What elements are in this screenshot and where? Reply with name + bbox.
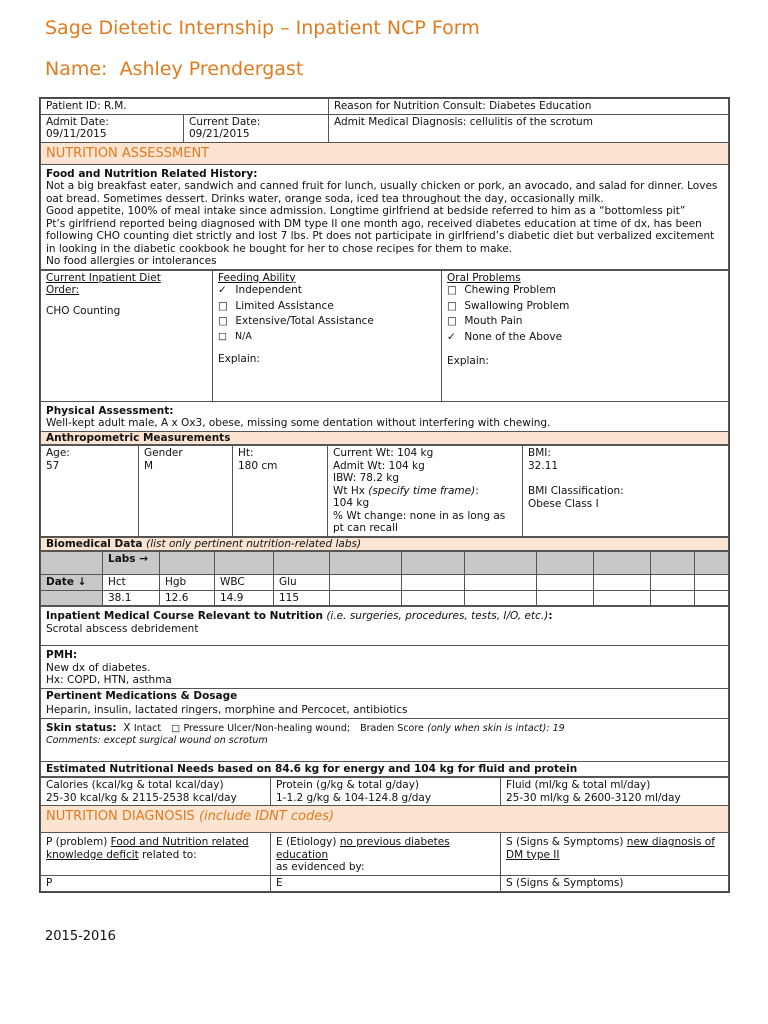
skin-row [41, 718, 729, 761]
fluid-cell: Fluid (ml/kg & total ml/day) 25-30 ml/kg & 2600-3120 ml/day [501, 778, 729, 806]
pressure-ulcer-check[interactable]: □ [171, 722, 181, 734]
date-arrow-label: Date ↓ [41, 575, 103, 591]
calories-cell: Calories (kcal/kg & total kcal/day) 25-30 kcal/kg & 2115-2538 kcal/day [41, 778, 271, 806]
patient-id-row [41, 99, 729, 115]
pmh-cell: PMH: New dx of diabetes. Hx: COPD, HTN, asthma [41, 646, 729, 689]
lab-value: 14.9 [215, 590, 274, 606]
problem-cell: P (problem) Food and Nutrition related knowledge deficit related to: [41, 833, 271, 876]
anthro-row [41, 446, 729, 537]
lab-value: 38.1 [103, 590, 160, 606]
form-grid-top [39, 97, 730, 893]
signs-cell-2[interactable]: S (Signs & Symptoms) [501, 876, 729, 892]
signs-cell: S (Signs & Symptoms) new diagnosis of DM type II [501, 833, 729, 876]
admit-diagnosis-cell: Admit Medical Diagnosis: cellulitis of the scrotum [329, 114, 729, 142]
lab-value: 12.6 [160, 590, 215, 606]
lab-value: 115 [274, 590, 330, 606]
skin-intact-check[interactable]: X [123, 721, 131, 734]
height-cell: Ht: 180 cm [233, 446, 328, 537]
physical-row [41, 401, 729, 431]
oral-option[interactable]: □ Chewing Problem [447, 284, 556, 296]
pes-row [41, 833, 729, 876]
lab-name: WBC [215, 575, 274, 591]
pes-row-2 [41, 876, 729, 892]
meds-row [41, 688, 729, 718]
dates-row [41, 114, 729, 142]
lab-name: Hct [103, 575, 160, 591]
pmh-row [41, 646, 729, 689]
protein-cell: Protein (g/kg & total g/day) 1-1.2 g/kg & 104-124.8 g/day [271, 778, 501, 806]
bmi-cell: BMI: 32.11 BMI Classification: Obese Class I [523, 446, 729, 537]
oral-option[interactable]: □ Mouth Pain [447, 315, 523, 327]
labs-table [40, 551, 729, 606]
etiology-cell: E (Etiology) no previous diabetes education as evidenced by: [271, 833, 501, 876]
lab-name: Hgb [160, 575, 215, 591]
feeding-option[interactable]: □ Extensive/Total Assistance [218, 315, 374, 327]
oral-option[interactable]: ✓ None of the Above [447, 330, 563, 343]
feeding-option[interactable]: ✓ Independent [218, 284, 302, 296]
medications-cell: Pertinent Medications & Dosage Heparin, insulin, lactated ringers, morphine and Percocet, antibiotics [41, 688, 729, 718]
current-date-cell: Current Date: 09/21/2015 [184, 114, 329, 142]
physical-assessment-cell: Physical Assessment: Well-kept adult male, A x Ox3, obese, missing some dentation without interfering with chewing. [41, 401, 729, 431]
age-cell: Age: 57 [41, 446, 139, 537]
labs-arrow-label: Labs → [103, 552, 160, 575]
weight-cell: Current Wt: 104 kg Admit Wt: 104 kg IBW: 78.2 kg Wt Hx (specify time frame): 104 kg % Wt change: none in as long as pt can recall [328, 446, 523, 537]
medical-course-cell: Inpatient Medical Course Relevant to Nutrition (i.e. surgeries, procedures, tests, I/O, etc.): Scrotal abscess debridement [41, 607, 729, 646]
footer-year: 2015-2016 [45, 929, 116, 944]
feeding-option[interactable]: □ N/A [218, 330, 252, 342]
history-cell: Food and Nutrition Related History: Not a big breakfast eater, sandwich and canned fruit for lunch, usually chicken or pork, an avocado, and salad for dinner. Loves oat bread. Sometimes dessert. Drinks water, orange soda, iced tea throughout the day, occasionally milk. Good appetite, 100% of meal intake since admission. Longtime girlfriend at bedside referred to him as a “bottomless pit” Pt’s girlfriend reported being diagnosed with DM type II one month ago, received diabetes education at time of dx, has been following CHO counting diet strictly and lost 7 lbs. Pt does not participate in girlfriend’s diabetic diet but verbalized excitement in looking in the diabetic cookbook he bought for her to chose recipes for them to make. No food allergies or intolerances [41, 164, 729, 269]
gender-cell: Gender M [139, 446, 233, 537]
oral-problems-cell: Oral Problems □ Chewing Problem □ Swallowing Problem □ Mouth Pain ✓ None of the Above Explain: [442, 270, 729, 401]
patient-id-cell: Patient ID: R.M. [41, 99, 329, 115]
skin-status-cell: Skin status: X Intact □ Pressure Ulcer/Non-healing wound; Braden Score (only when skin is intact): 19 Comments: except surgical wound on scrotum [41, 718, 729, 761]
course-row [41, 607, 729, 646]
student-name: Name: Ashley Prendergast [45, 58, 304, 80]
admit-date-cell: Admit Date: 09/11/2015 [41, 114, 184, 142]
nutrition-diagnosis-band: NUTRITION DIAGNOSIS (include IDNT codes) [41, 806, 729, 833]
oral-option[interactable]: □ Swallowing Problem [447, 299, 570, 312]
lab-name: Glu [274, 575, 330, 591]
feeding-option[interactable]: □ Limited Assistance [218, 299, 334, 312]
document-title: Sage Dietetic Internship – Inpatient NCP Form [45, 17, 480, 39]
etiology-cell-2[interactable]: E [271, 876, 501, 892]
feeding-ability-cell: Feeding Ability ✓ Independent □ Limited Assistance □ Extensive/Total Assistance □ N/A Explain: [213, 270, 442, 401]
consult-reason-cell: Reason for Nutrition Consult: Diabetes Education [329, 99, 729, 115]
history-row [41, 164, 729, 269]
needs-row [41, 778, 729, 806]
needs-heading-row [41, 761, 729, 777]
biomedical-band: Biomedical Data (list only pertinent nutrition-related labs) [41, 537, 729, 551]
problem-cell-2[interactable]: P [41, 876, 271, 892]
anthropometric-band: Anthropometric Measurements [41, 431, 729, 445]
estimated-needs-heading: Estimated Nutritional Needs based on 84.6 kg for energy and 104 kg for fluid and protein [41, 761, 729, 777]
diet-feeding-oral-row [41, 270, 729, 401]
diet-order-cell: Current Inpatient Diet Order: CHO Counting [41, 270, 213, 401]
nutrition-assessment-band: NUTRITION ASSESSMENT [41, 142, 729, 164]
